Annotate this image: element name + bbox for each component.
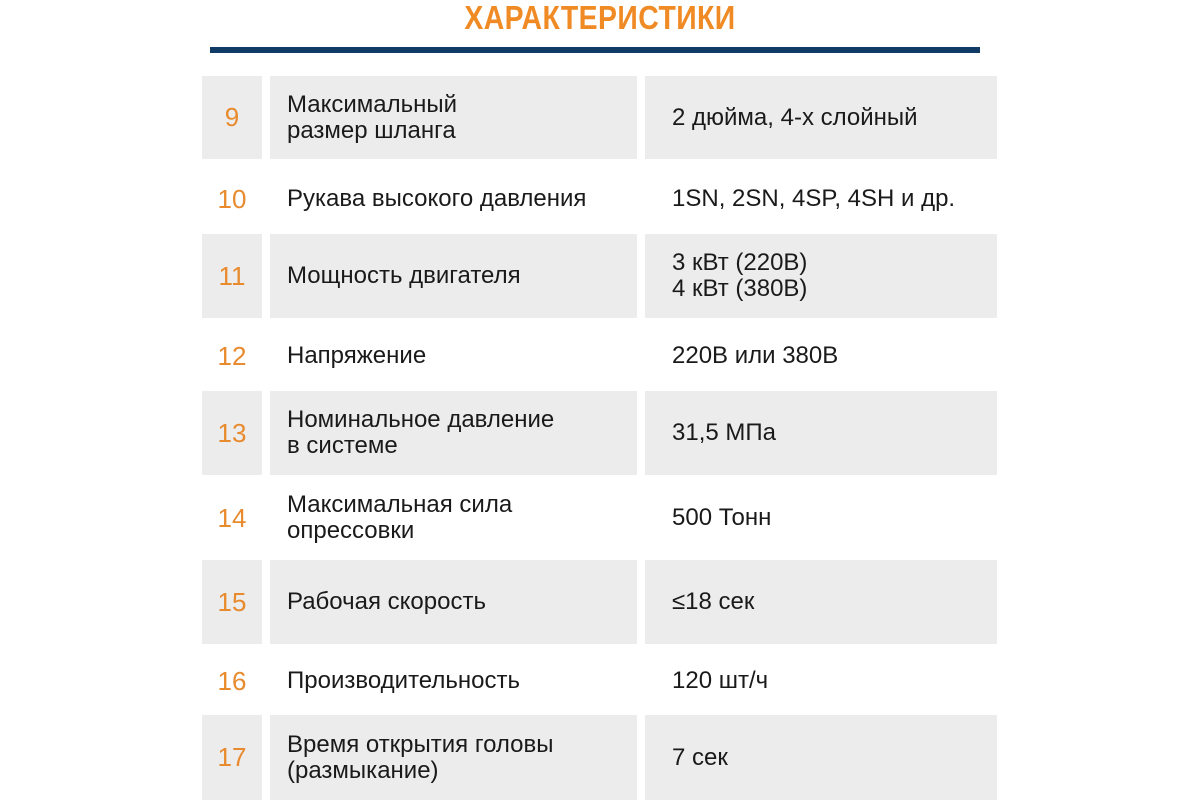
spec-label-cell: [270, 76, 637, 159]
spec-label-line: Рабочая скорость: [287, 588, 486, 615]
spec-label-line: Напряжение: [287, 342, 427, 369]
title-underline: [210, 47, 980, 53]
spec-label-line: Рукава высокого давления: [287, 185, 587, 212]
spec-number: 14: [217, 502, 247, 533]
spec-label-line: Мощность двигателя: [287, 262, 521, 289]
spec-row: [202, 560, 997, 644]
spec-label-line: (размыкание): [287, 756, 439, 784]
spec-value-cell: [645, 391, 997, 475]
spec-value-line: 7 сек: [672, 743, 728, 771]
spec-row: [202, 477, 997, 559]
spec-label-line: Максимальная сила: [287, 491, 513, 518]
spec-value-line: 4 кВт (380В): [672, 275, 808, 302]
spec-number-cell: [202, 647, 262, 715]
spec-value-cell: [645, 715, 997, 800]
spec-number: 11: [218, 260, 246, 291]
spec-value-line: 500 Тонн: [672, 504, 772, 531]
spec-value: [672, 250, 807, 302]
spec-number: 16: [217, 665, 247, 696]
spec-value-line: ≤18 сек: [672, 588, 755, 615]
spec-value-line: 220В или 380В: [672, 342, 839, 369]
spec-value: [672, 186, 955, 212]
spec-number: 9: [224, 102, 240, 132]
spec-label: [287, 668, 520, 694]
spec-value-line: 31,5 МПа: [672, 419, 776, 446]
spec-number: 12: [217, 340, 247, 371]
spec-value: [672, 745, 728, 771]
spec-value: [672, 589, 754, 615]
spec-label: [287, 492, 512, 544]
spec-value: [672, 105, 918, 131]
spec-label: [287, 186, 586, 212]
spec-value-line: 2 дюйма, 4-х слойный: [672, 103, 918, 131]
spec-label-line: в системе: [287, 432, 398, 459]
spec-number: 15: [217, 586, 247, 617]
spec-value: [672, 668, 768, 694]
spec-label-line: Производительность: [287, 667, 520, 694]
spec-row: [202, 321, 997, 391]
spec-number-cell: [202, 391, 262, 475]
spec-value-cell: [645, 234, 997, 318]
spec-value: [672, 505, 771, 531]
spec-value: [672, 343, 838, 369]
spec-label-line: опрессовки: [287, 517, 415, 544]
spec-row: [202, 391, 997, 475]
spec-label-line: Номинальное давление: [287, 406, 555, 433]
spec-number-cell: [202, 477, 262, 559]
page-title: ХАРАКТЕРИСТИКИ: [464, 0, 736, 36]
spec-label-cell: [270, 234, 637, 318]
spec-label-line: Время открытия головы: [287, 730, 554, 758]
spec-value-line: 1SN, 2SN, 4SP, 4SH и др.: [672, 185, 956, 212]
spec-value-cell: [645, 165, 997, 233]
spec-number-cell: [202, 715, 262, 800]
spec-label: [287, 343, 426, 369]
spec-label: [287, 407, 554, 459]
spec-label: [287, 92, 457, 144]
spec-row: [202, 715, 997, 800]
spec-value: [672, 420, 776, 446]
spec-row: [202, 76, 997, 159]
spec-label: [287, 263, 521, 289]
spec-value-line: 120 шт/ч: [672, 667, 769, 694]
spec-number-cell: [202, 165, 262, 233]
spec-label-cell: [270, 477, 637, 559]
spec-number-cell: [202, 321, 262, 391]
spec-label-cell: [270, 715, 637, 800]
spec-label-cell: [270, 165, 637, 233]
spec-number: 10: [217, 183, 247, 214]
spec-row: [202, 234, 997, 318]
spec-number-cell: [202, 76, 262, 159]
spec-value-cell: [645, 560, 997, 644]
spec-value-cell: [645, 647, 997, 715]
spec-number-cell: [202, 560, 262, 644]
spec-number: 13: [217, 417, 247, 448]
spec-label-cell: [270, 647, 637, 715]
spec-label-line: Максимальный: [287, 90, 458, 118]
spec-value-cell: [645, 76, 997, 159]
spec-label: [287, 589, 486, 615]
spec-row: [202, 165, 997, 233]
spec-label-cell: [270, 321, 637, 391]
spec-label: [287, 732, 554, 784]
spec-row: [202, 647, 997, 715]
spec-value-cell: [645, 477, 997, 559]
spec-value-cell: [645, 321, 997, 391]
spec-value-line: 3 кВт (220В): [672, 249, 808, 276]
spec-number: 17: [217, 742, 247, 772]
spec-number-cell: [202, 234, 262, 318]
spec-label-cell: [270, 391, 637, 475]
spec-label-line: размер шланга: [287, 116, 456, 144]
spec-label-cell: [270, 560, 637, 644]
